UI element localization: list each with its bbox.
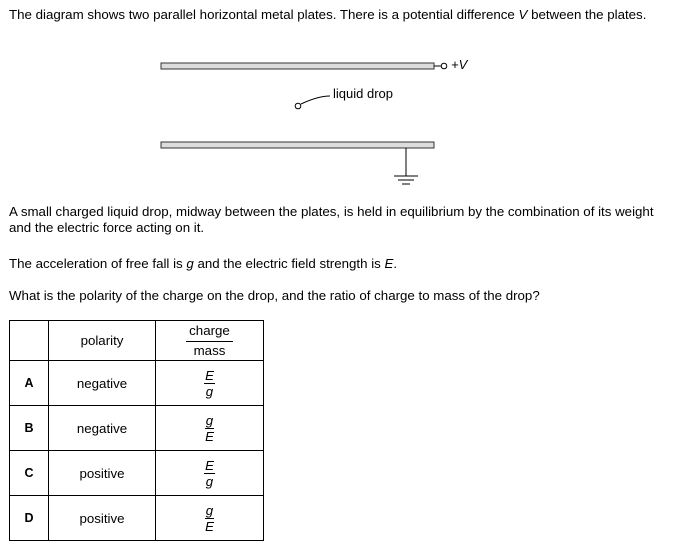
bottom-plate [161,142,434,148]
option-ratio [156,406,264,451]
ratio-fraction [204,459,215,488]
ratio-num: E [205,457,214,473]
ratio-fraction [205,414,214,443]
ratio-num: E [205,367,214,383]
option-letter: D [10,496,49,541]
drop-label: liquid drop [333,86,393,101]
question-paragraph-1: A small charged liquid drop, midway between the plates, is held in equilibrium by the combination of its weight and the electric force acting on it. [9,204,654,235]
ratio-num: g [205,502,214,518]
option-letter: A [10,361,49,406]
answer-table [9,320,264,541]
option-row-d[interactable] [10,496,264,541]
drop-leader-line [301,96,330,104]
option-row-a[interactable] [10,361,264,406]
option-ratio [156,496,264,541]
ratio-num: g [205,412,214,428]
header-ratio [156,321,264,361]
header-ratio-num: charge [186,323,233,342]
ratio-den: E [205,518,214,534]
option-row-c[interactable] [10,451,264,496]
option-polarity: negative [49,406,156,451]
top-terminal [441,63,447,69]
option-ratio [156,361,264,406]
header-polarity: polarity [49,321,156,361]
plus-v-label: +V [451,57,468,72]
header-letter-cell [10,321,49,361]
ratio-den: g [205,473,214,489]
header-ratio-den: mass [193,342,226,358]
option-letter: C [10,451,49,496]
option-polarity: negative [49,361,156,406]
option-row-b[interactable] [10,406,264,451]
option-letter: B [10,406,49,451]
intro-text: The diagram shows two parallel horizontal metal plates. There is a potential difference V between the plates. [9,7,647,22]
ratio-fraction [205,504,214,533]
table-header-row [10,321,264,361]
ratio-den: g [205,383,214,399]
option-polarity: positive [49,451,156,496]
ratio-fraction [204,369,215,398]
ratio-den: E [205,428,214,444]
option-polarity: positive [49,496,156,541]
earth-icon [394,148,418,184]
plates-diagram [0,0,680,200]
top-plate [161,63,434,69]
charge-mass-fraction [186,323,233,359]
liquid-drop [295,103,301,109]
option-ratio [156,451,264,496]
question-paragraph-2: The acceleration of free fall is g and the electric field strength is E. [9,256,398,271]
question-paragraph-3: What is the polarity of the charge on the drop, and the ratio of charge to mass of the drop? [9,288,540,303]
